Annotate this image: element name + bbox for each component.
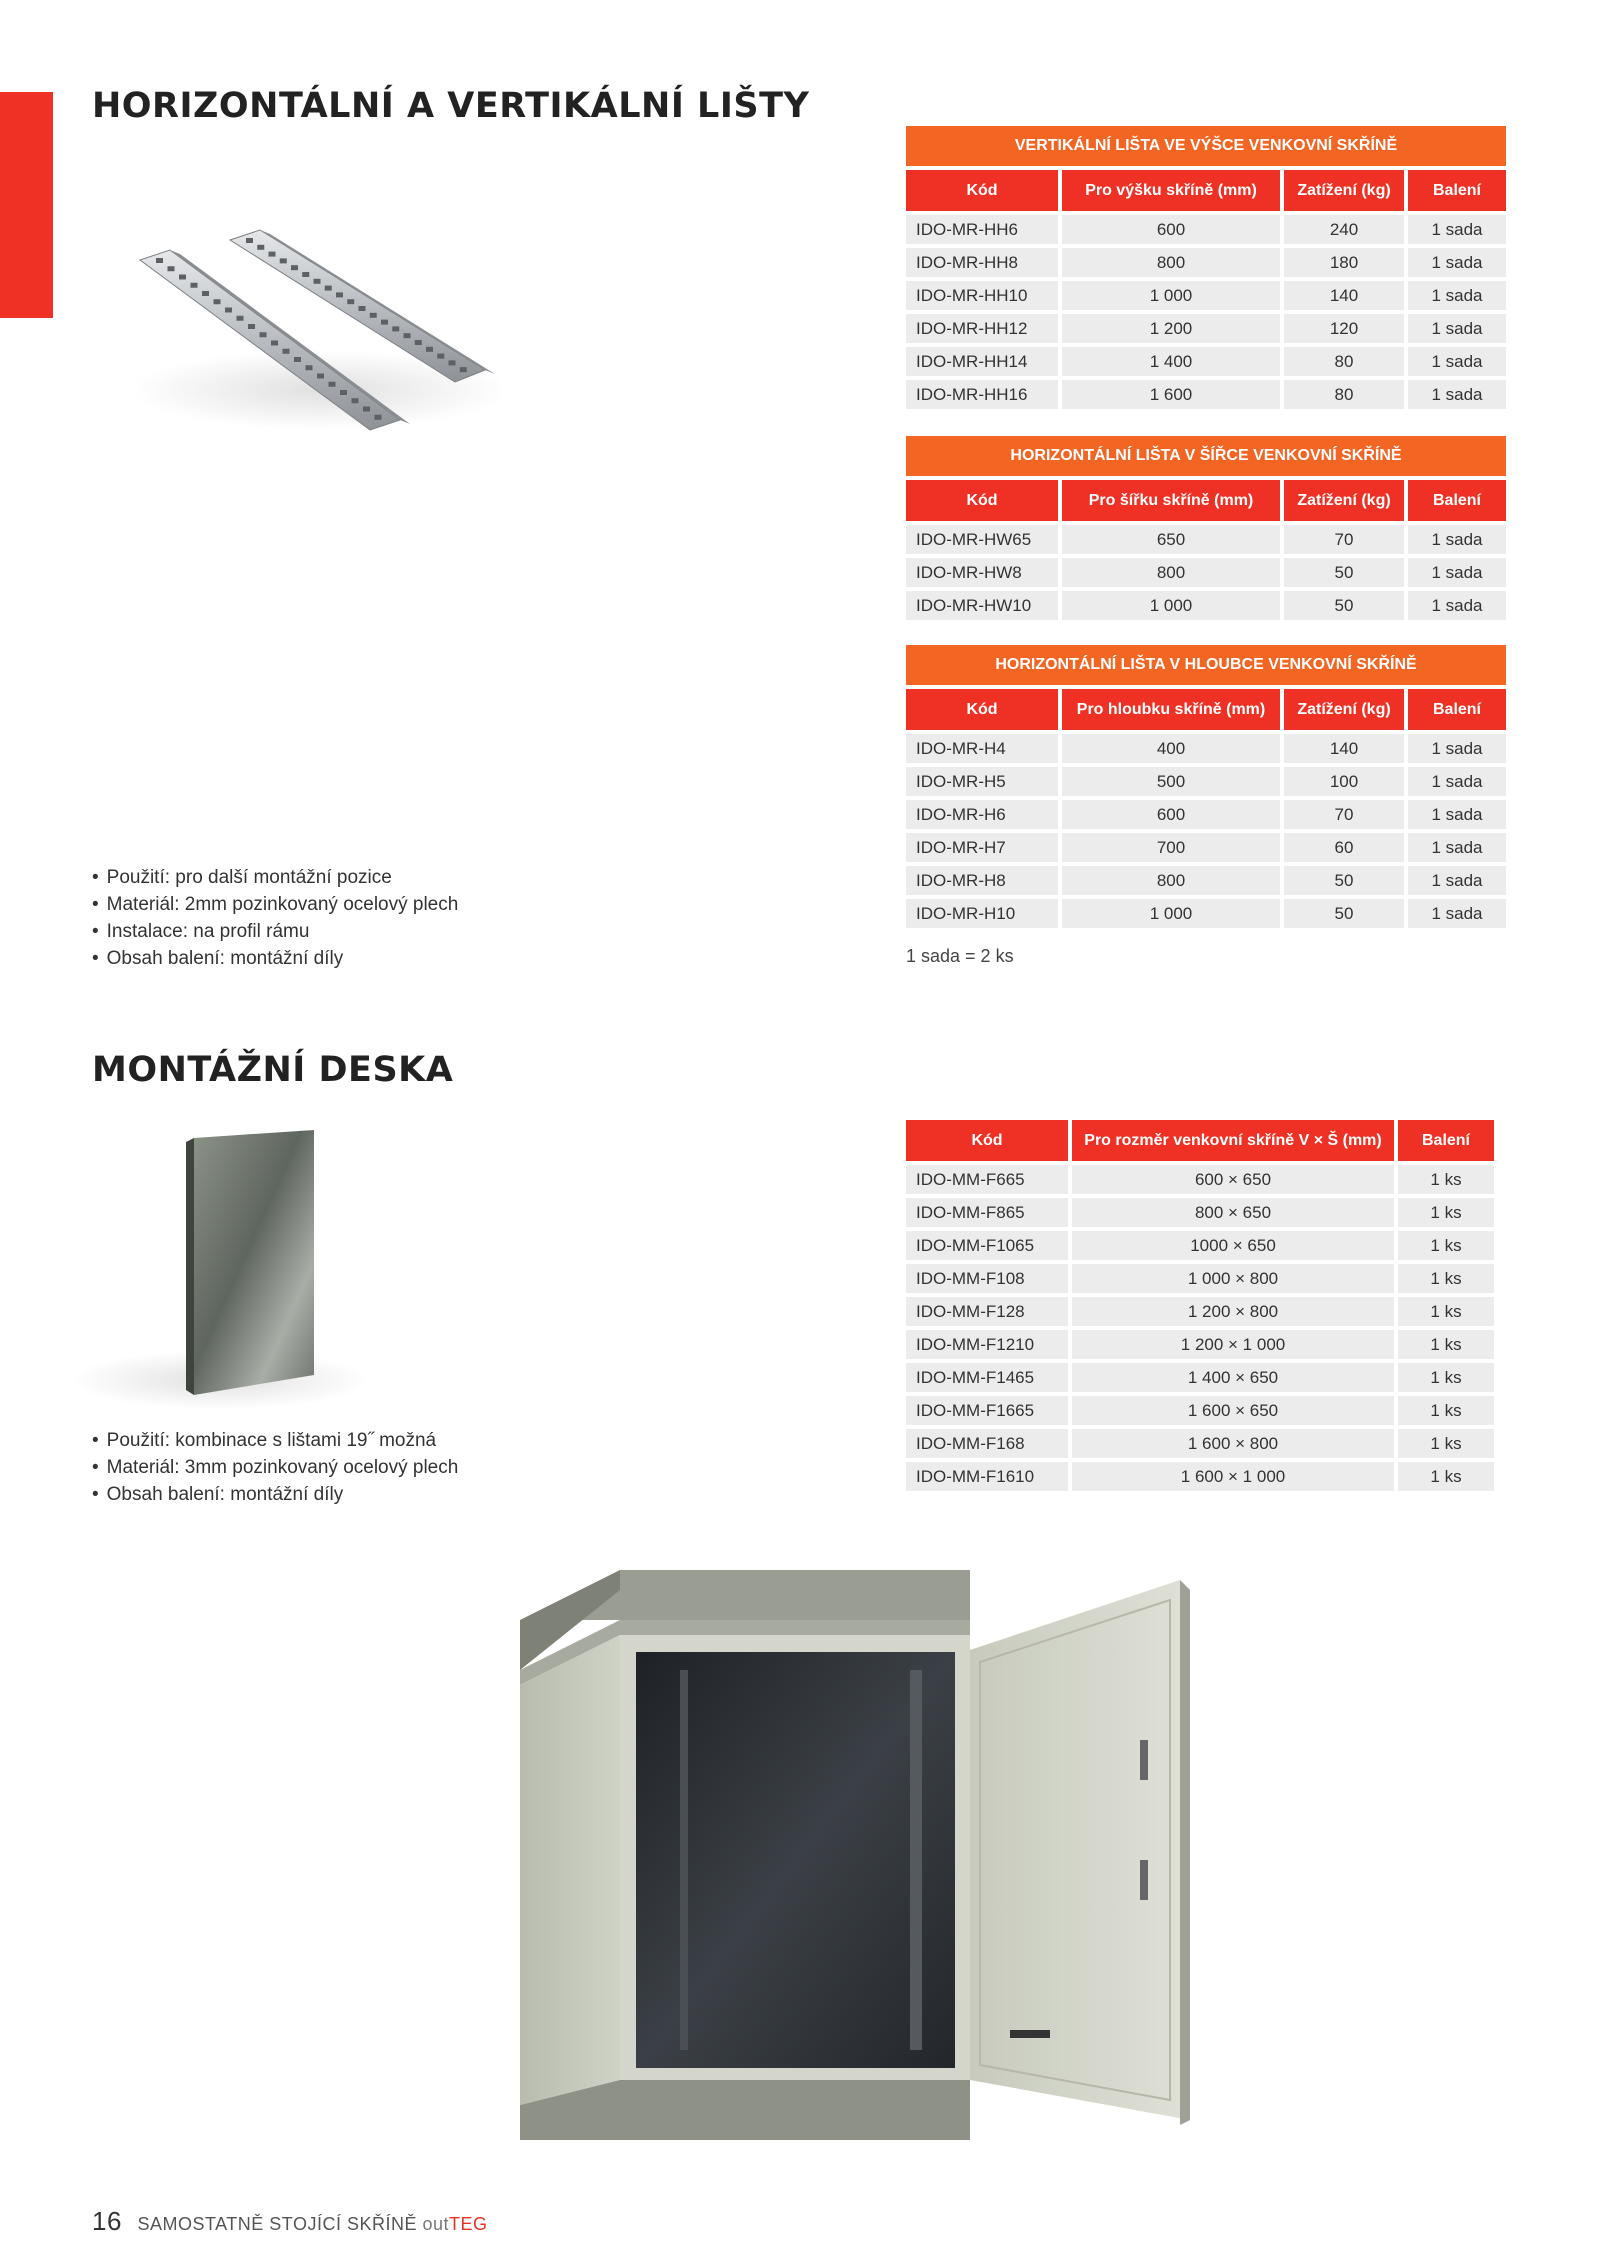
table-cell: 500 [1062,767,1280,796]
table-cell: 70 [1284,800,1404,829]
table-cell: 1 200 × 1 000 [1072,1330,1394,1359]
table-width-rails [902,432,1510,624]
plate-features-list [92,1427,458,1508]
table-cell: 140 [1284,281,1404,310]
table-cell: 1 sada [1408,525,1506,554]
table-cell: 1 sada [1408,347,1506,376]
product-code-cell: IDO-MR-H5 [906,767,1058,796]
table-row [906,734,1506,763]
table-cell: 1 000 [1062,899,1280,928]
column-header: Kód [906,689,1058,730]
table-row [906,1231,1494,1260]
page-footer [92,2206,488,2237]
column-header: Balení [1408,480,1506,521]
table-cell: 80 [1284,347,1404,376]
table-cell: 1 000 [1062,281,1280,310]
table-cell: 1 sada [1408,866,1506,895]
brand-name-out: out [422,2214,450,2234]
table-cell: 1000 × 650 [1072,1231,1394,1260]
table-cell: 1 200 [1062,314,1280,343]
table-cell: 50 [1284,899,1404,928]
product-code-cell: IDO-MM-F1610 [906,1462,1068,1491]
feature-item: • Použití: kombinace s lištami 19˝ možná [92,1427,458,1454]
table-cell: 1 400 × 650 [1072,1363,1394,1392]
table-cell: 1 sada [1408,248,1506,277]
table-cell: 1 sada [1408,767,1506,796]
table-row [906,1297,1494,1326]
brand-name-teg: TEG [449,2214,488,2234]
table-cell: 800 × 650 [1072,1198,1394,1227]
accent-bar [0,92,53,318]
table-cell: 1 400 [1062,347,1280,376]
column-header: Kód [906,480,1058,521]
product-code-cell: IDO-MR-H4 [906,734,1058,763]
table-row [906,215,1506,244]
table-cell: 1 sada [1408,833,1506,862]
feature-item: • Materiál: 2mm pozinkovaný ocelový plech [92,891,458,918]
table-cell: 800 [1062,866,1280,895]
product-code-cell: IDO-MR-HH8 [906,248,1058,277]
feature-item: • Obsah balení: montážní díly [92,945,458,972]
table-cell: 1 sada [1408,899,1506,928]
feature-item: • Použití: pro další montážní pozice [92,864,458,891]
section-title-rails: HORIZONTÁLNÍ A VERTIKÁLNÍ LIŠTY [92,86,810,126]
table-title: HORIZONTÁLNÍ LIŠTA V HLOUBCE VENKOVNÍ SKŘÍNĚ [906,645,1506,685]
column-header: Zatížení (kg) [1284,170,1404,211]
table-cell: 1 sada [1408,558,1506,587]
product-code-cell: IDO-MM-F1665 [906,1396,1068,1425]
feature-item: • Instalace: na profil rámu [92,918,458,945]
product-code-cell: IDO-MR-HH12 [906,314,1058,343]
table-cell: 400 [1062,734,1280,763]
table-cell: 700 [1062,833,1280,862]
column-header: Balení [1408,170,1506,211]
table-cell: 1 600 [1062,380,1280,409]
table-cell: 1 sada [1408,800,1506,829]
table-row [906,1462,1494,1491]
table-row [906,1363,1494,1392]
rails-product-image [120,220,500,440]
product-code-cell: IDO-MM-F1210 [906,1330,1068,1359]
page-number: 16 [92,2206,122,2236]
table-cell: 800 [1062,248,1280,277]
table-cell: 1 ks [1398,1330,1494,1359]
table-cell: 100 [1284,767,1404,796]
product-code-cell: IDO-MR-H7 [906,833,1058,862]
table-cell: 1 600 × 1 000 [1072,1462,1394,1491]
package-note: 1 sada = 2 ks [906,946,1014,966]
table-cell: 1 ks [1398,1165,1494,1194]
table-row [906,800,1506,829]
table-depth-rails [902,641,1510,932]
table-vertical-rails [902,122,1510,413]
table-row [906,1429,1494,1458]
product-code-cell: IDO-MM-F1065 [906,1231,1068,1260]
table-cell: 800 [1062,558,1280,587]
table-row [906,525,1506,554]
table-cell: 1 ks [1398,1297,1494,1326]
table-cell: 70 [1284,525,1404,554]
table-cell: 600 [1062,800,1280,829]
product-code-cell: IDO-MR-HH6 [906,215,1058,244]
table-cell: 1 ks [1398,1363,1494,1392]
product-code-cell: IDO-MM-F665 [906,1165,1068,1194]
table-row [906,591,1506,620]
table-cell: 1 ks [1398,1264,1494,1293]
column-header: Kód [906,170,1058,211]
table-cell: 50 [1284,866,1404,895]
rails-features-list [92,864,458,972]
column-header: Zatížení (kg) [1284,480,1404,521]
table-cell: 50 [1284,591,1404,620]
table-cell: 1 200 × 800 [1072,1297,1394,1326]
product-code-cell: IDO-MR-H8 [906,866,1058,895]
table-row [906,1330,1494,1359]
table-row [906,380,1506,409]
mounting-plate-image [60,1120,380,1410]
table-cell: 240 [1284,215,1404,244]
table-cell: 80 [1284,380,1404,409]
product-code-cell: IDO-MM-F168 [906,1429,1068,1458]
column-header: Pro hloubku skříně (mm) [1062,689,1280,730]
table-row [906,347,1506,376]
table-row [906,1165,1494,1194]
product-code-cell: IDO-MR-HW8 [906,558,1058,587]
feature-item: • Obsah balení: montážní díly [92,1481,458,1508]
column-header: Balení [1408,689,1506,730]
table-row [906,899,1506,928]
table-mounting-plate [902,1116,1498,1495]
product-code-cell: IDO-MR-HH16 [906,380,1058,409]
product-code-cell: IDO-MR-H6 [906,800,1058,829]
table-cell: 1 sada [1408,380,1506,409]
product-code-cell: IDO-MM-F865 [906,1198,1068,1227]
table-title: VERTIKÁLNÍ LIŠTA VE VÝŠCE VENKOVNÍ SKŘÍNĚ [906,126,1506,166]
table-cell: 60 [1284,833,1404,862]
table-cell: 1 ks [1398,1396,1494,1425]
table-cell: 140 [1284,734,1404,763]
footer-text: SAMOSTATNĚ STOJÍCÍ SKŘÍNĚ [137,2214,417,2234]
table-cell: 180 [1284,248,1404,277]
table-cell: 1 ks [1398,1429,1494,1458]
column-header: Pro rozměr venkovní skříně V × Š (mm) [1072,1120,1394,1161]
table-cell: 650 [1062,525,1280,554]
table-row [906,767,1506,796]
product-code-cell: IDO-MR-HH14 [906,347,1058,376]
product-code-cell: IDO-MR-HH10 [906,281,1058,310]
table-cell: 120 [1284,314,1404,343]
table-cell: 1 ks [1398,1198,1494,1227]
table-row [906,1264,1494,1293]
table-cell: 1 sada [1408,281,1506,310]
table-row [906,866,1506,895]
section-title-mounting-plate: MONTÁŽNÍ DESKA [92,1050,454,1090]
product-code-cell: IDO-MM-F1465 [906,1363,1068,1392]
table-row [906,281,1506,310]
table-row [906,248,1506,277]
table-cell: 1 ks [1398,1231,1494,1260]
outdoor-cabinet-image [500,1560,1240,2140]
table-cell: 1 000 × 800 [1072,1264,1394,1293]
table-cell: 1 sada [1408,734,1506,763]
table-cell: 50 [1284,558,1404,587]
column-header: Zatížení (kg) [1284,689,1404,730]
table-title: HORIZONTÁLNÍ LIŠTA V ŠÍŘCE VENKOVNÍ SKŘÍNĚ [906,436,1506,476]
column-header: Pro výšku skříně (mm) [1062,170,1280,211]
product-code-cell: IDO-MR-HW10 [906,591,1058,620]
table-row [906,314,1506,343]
product-code-cell: IDO-MM-F128 [906,1297,1068,1326]
table-row [906,558,1506,587]
table-cell: 600 × 650 [1072,1165,1394,1194]
table-cell: 1 000 [1062,591,1280,620]
product-code-cell: IDO-MR-H10 [906,899,1058,928]
column-header: Balení [1398,1120,1494,1161]
product-code-cell: IDO-MR-HW65 [906,525,1058,554]
table-cell: 1 sada [1408,314,1506,343]
column-header: Pro šířku skříně (mm) [1062,480,1280,521]
table-cell: 1 sada [1408,591,1506,620]
table-cell: 1 ks [1398,1462,1494,1491]
table-row [906,1198,1494,1227]
table-row [906,833,1506,862]
table-cell: 1 600 × 800 [1072,1429,1394,1458]
column-header: Kód [906,1120,1068,1161]
table-cell: 1 600 × 650 [1072,1396,1394,1425]
table-row [906,1396,1494,1425]
product-code-cell: IDO-MM-F108 [906,1264,1068,1293]
table-cell: 600 [1062,215,1280,244]
feature-item: • Materiál: 3mm pozinkovaný ocelový plech [92,1454,458,1481]
table-cell: 1 sada [1408,215,1506,244]
